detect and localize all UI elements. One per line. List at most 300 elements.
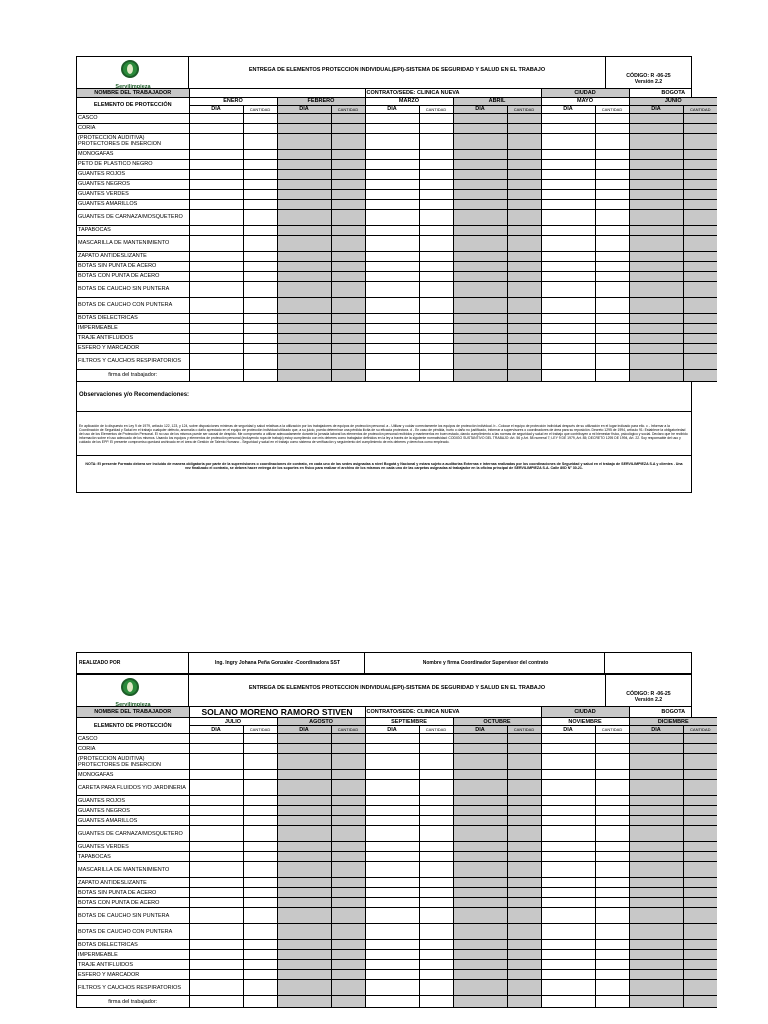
entry-cell[interactable] [507, 225, 541, 235]
entry-cell[interactable] [453, 235, 507, 251]
entry-cell[interactable] [277, 980, 331, 996]
entry-cell[interactable] [629, 878, 683, 888]
entry-cell[interactable] [365, 878, 419, 888]
entry-cell[interactable] [683, 862, 717, 878]
entry-cell[interactable] [189, 950, 243, 960]
entry-cell[interactable] [683, 950, 717, 960]
entry-cell[interactable] [595, 950, 629, 960]
entry-cell[interactable] [365, 796, 419, 806]
entry-cell[interactable] [331, 744, 365, 754]
entry-cell[interactable] [419, 313, 453, 323]
entry-cell[interactable] [595, 179, 629, 189]
entry-cell[interactable] [541, 878, 595, 888]
entry-cell[interactable] [595, 333, 629, 343]
entry-cell[interactable] [243, 209, 277, 225]
entry-cell[interactable] [507, 281, 541, 297]
entry-cell[interactable] [595, 113, 629, 123]
signature-cell[interactable] [189, 996, 243, 1008]
entry-cell[interactable] [541, 862, 595, 878]
entry-cell[interactable] [277, 333, 331, 343]
entry-cell[interactable] [595, 806, 629, 816]
entry-cell[interactable] [331, 970, 365, 980]
entry-cell[interactable] [277, 123, 331, 133]
entry-cell[interactable] [277, 770, 331, 780]
entry-cell[interactable] [595, 313, 629, 323]
entry-cell[interactable] [507, 271, 541, 281]
entry-cell[interactable] [507, 261, 541, 271]
entry-cell[interactable] [683, 313, 717, 323]
entry-cell[interactable] [507, 754, 541, 770]
entry-cell[interactable] [243, 353, 277, 369]
entry-cell[interactable] [331, 297, 365, 313]
entry-cell[interactable] [189, 179, 243, 189]
entry-cell[interactable] [419, 261, 453, 271]
entry-cell[interactable] [507, 313, 541, 323]
entry-cell[interactable] [629, 770, 683, 780]
entry-cell[interactable] [541, 159, 595, 169]
entry-cell[interactable] [419, 780, 453, 796]
signature-cell[interactable] [365, 996, 419, 1008]
entry-cell[interactable] [595, 297, 629, 313]
entry-cell[interactable] [189, 333, 243, 343]
entry-cell[interactable] [595, 780, 629, 796]
entry-cell[interactable] [507, 297, 541, 313]
entry-cell[interactable] [541, 980, 595, 996]
entry-cell[interactable] [189, 251, 243, 261]
signature-cell[interactable] [541, 369, 595, 381]
entry-cell[interactable] [419, 333, 453, 343]
entry-cell[interactable] [243, 878, 277, 888]
entry-cell[interactable] [453, 744, 507, 754]
entry-cell[interactable] [629, 734, 683, 744]
entry-cell[interactable] [365, 806, 419, 816]
entry-cell[interactable] [365, 271, 419, 281]
entry-cell[interactable] [595, 940, 629, 950]
entry-cell[interactable] [189, 323, 243, 333]
entry-cell[interactable] [453, 281, 507, 297]
entry-cell[interactable] [629, 353, 683, 369]
entry-cell[interactable] [683, 209, 717, 225]
entry-cell[interactable] [683, 960, 717, 970]
entry-cell[interactable] [365, 343, 419, 353]
entry-cell[interactable] [541, 123, 595, 133]
entry-cell[interactable] [595, 862, 629, 878]
entry-cell[interactable] [419, 806, 453, 816]
entry-cell[interactable] [189, 225, 243, 235]
entry-cell[interactable] [683, 199, 717, 209]
entry-cell[interactable] [683, 123, 717, 133]
entry-cell[interactable] [365, 950, 419, 960]
entry-cell[interactable] [453, 343, 507, 353]
entry-cell[interactable] [541, 179, 595, 189]
entry-cell[interactable] [189, 970, 243, 980]
entry-cell[interactable] [595, 744, 629, 754]
entry-cell[interactable] [507, 123, 541, 133]
entry-cell[interactable] [331, 980, 365, 996]
observations-area[interactable] [77, 382, 691, 412]
entry-cell[interactable] [331, 816, 365, 826]
entry-cell[interactable] [629, 199, 683, 209]
entry-cell[interactable] [243, 189, 277, 199]
entry-cell[interactable] [595, 169, 629, 179]
entry-cell[interactable] [331, 960, 365, 970]
entry-cell[interactable] [189, 343, 243, 353]
entry-cell[interactable] [243, 734, 277, 744]
entry-cell[interactable] [331, 123, 365, 133]
entry-cell[interactable] [331, 940, 365, 950]
entry-cell[interactable] [331, 271, 365, 281]
entry-cell[interactable] [595, 960, 629, 970]
entry-cell[interactable] [541, 816, 595, 826]
entry-cell[interactable] [541, 113, 595, 123]
entry-cell[interactable] [595, 225, 629, 235]
entry-cell[interactable] [629, 842, 683, 852]
entry-cell[interactable] [419, 796, 453, 806]
signature-cell[interactable] [189, 369, 243, 381]
entry-cell[interactable] [595, 133, 629, 149]
entry-cell[interactable] [419, 343, 453, 353]
entry-cell[interactable] [507, 323, 541, 333]
entry-cell[interactable] [365, 235, 419, 251]
entry-cell[interactable] [419, 744, 453, 754]
entry-cell[interactable] [277, 970, 331, 980]
entry-cell[interactable] [331, 754, 365, 770]
entry-cell[interactable] [453, 924, 507, 940]
entry-cell[interactable] [277, 353, 331, 369]
entry-cell[interactable] [331, 225, 365, 235]
entry-cell[interactable] [277, 862, 331, 878]
entry-cell[interactable] [683, 878, 717, 888]
entry-cell[interactable] [595, 770, 629, 780]
entry-cell[interactable] [419, 199, 453, 209]
entry-cell[interactable] [683, 169, 717, 179]
entry-cell[interactable] [365, 199, 419, 209]
signature-cell[interactable] [507, 369, 541, 381]
entry-cell[interactable] [629, 888, 683, 898]
entry-cell[interactable] [629, 149, 683, 159]
entry-cell[interactable] [277, 924, 331, 940]
entry-cell[interactable] [365, 353, 419, 369]
entry-cell[interactable] [507, 179, 541, 189]
entry-cell[interactable] [243, 744, 277, 754]
entry-cell[interactable] [683, 235, 717, 251]
entry-cell[interactable] [595, 353, 629, 369]
entry-cell[interactable] [683, 898, 717, 908]
entry-cell[interactable] [243, 113, 277, 123]
entry-cell[interactable] [419, 888, 453, 898]
entry-cell[interactable] [683, 754, 717, 770]
entry-cell[interactable] [189, 826, 243, 842]
entry-cell[interactable] [189, 149, 243, 159]
entry-cell[interactable] [243, 281, 277, 297]
entry-cell[interactable] [453, 169, 507, 179]
entry-cell[interactable] [331, 826, 365, 842]
entry-cell[interactable] [277, 189, 331, 199]
entry-cell[interactable] [419, 225, 453, 235]
entry-cell[interactable] [277, 323, 331, 333]
entry-cell[interactable] [331, 842, 365, 852]
entry-cell[interactable] [541, 333, 595, 343]
entry-cell[interactable] [507, 806, 541, 816]
entry-cell[interactable] [331, 179, 365, 189]
entry-cell[interactable] [277, 806, 331, 816]
entry-cell[interactable] [243, 862, 277, 878]
entry-cell[interactable] [419, 862, 453, 878]
entry-cell[interactable] [595, 261, 629, 271]
entry-cell[interactable] [243, 816, 277, 826]
entry-cell[interactable] [365, 816, 419, 826]
entry-cell[interactable] [683, 133, 717, 149]
entry-cell[interactable] [507, 862, 541, 878]
entry-cell[interactable] [541, 960, 595, 970]
entry-cell[interactable] [541, 970, 595, 980]
entry-cell[interactable] [453, 271, 507, 281]
entry-cell[interactable] [331, 113, 365, 123]
entry-cell[interactable] [189, 169, 243, 179]
entry-cell[interactable] [683, 908, 717, 924]
entry-cell[interactable] [331, 862, 365, 878]
entry-cell[interactable] [419, 852, 453, 862]
entry-cell[interactable] [507, 908, 541, 924]
entry-cell[interactable] [683, 333, 717, 343]
entry-cell[interactable] [277, 209, 331, 225]
entry-cell[interactable] [365, 842, 419, 852]
entry-cell[interactable] [243, 806, 277, 816]
entry-cell[interactable] [189, 960, 243, 970]
entry-cell[interactable] [595, 796, 629, 806]
entry-cell[interactable] [507, 189, 541, 199]
entry-cell[interactable] [189, 754, 243, 770]
entry-cell[interactable] [453, 159, 507, 169]
entry-cell[interactable] [419, 149, 453, 159]
entry-cell[interactable] [189, 734, 243, 744]
entry-cell[interactable] [243, 333, 277, 343]
entry-cell[interactable] [507, 852, 541, 862]
entry-cell[interactable] [507, 209, 541, 225]
entry-cell[interactable] [453, 251, 507, 261]
entry-cell[interactable] [541, 133, 595, 149]
entry-cell[interactable] [629, 133, 683, 149]
entry-cell[interactable] [243, 898, 277, 908]
entry-cell[interactable] [453, 333, 507, 343]
entry-cell[interactable] [629, 806, 683, 816]
entry-cell[interactable] [541, 261, 595, 271]
entry-cell[interactable] [331, 159, 365, 169]
entry-cell[interactable] [507, 169, 541, 179]
entry-cell[interactable] [541, 940, 595, 950]
entry-cell[interactable] [277, 734, 331, 744]
entry-cell[interactable] [189, 878, 243, 888]
entry-cell[interactable] [629, 123, 683, 133]
entry-cell[interactable] [331, 796, 365, 806]
entry-cell[interactable] [331, 333, 365, 343]
entry-cell[interactable] [277, 199, 331, 209]
entry-cell[interactable] [683, 297, 717, 313]
entry-cell[interactable] [365, 970, 419, 980]
entry-cell[interactable] [507, 796, 541, 806]
entry-cell[interactable] [331, 908, 365, 924]
entry-cell[interactable] [189, 852, 243, 862]
entry-cell[interactable] [453, 133, 507, 149]
entry-cell[interactable] [331, 209, 365, 225]
entry-cell[interactable] [595, 189, 629, 199]
entry-cell[interactable] [419, 133, 453, 149]
entry-cell[interactable] [277, 179, 331, 189]
entry-cell[interactable] [365, 169, 419, 179]
entry-cell[interactable] [243, 770, 277, 780]
entry-cell[interactable] [453, 960, 507, 970]
entry-cell[interactable] [365, 123, 419, 133]
entry-cell[interactable] [595, 271, 629, 281]
entry-cell[interactable] [683, 780, 717, 796]
entry-cell[interactable] [541, 806, 595, 816]
entry-cell[interactable] [365, 149, 419, 159]
entry-cell[interactable] [683, 924, 717, 940]
entry-cell[interactable] [277, 950, 331, 960]
entry-cell[interactable] [683, 734, 717, 744]
entry-cell[interactable] [277, 313, 331, 323]
entry-cell[interactable] [507, 343, 541, 353]
entry-cell[interactable] [595, 323, 629, 333]
entry-cell[interactable] [453, 770, 507, 780]
entry-cell[interactable] [189, 806, 243, 816]
entry-cell[interactable] [243, 924, 277, 940]
entry-cell[interactable] [683, 970, 717, 980]
entry-cell[interactable] [419, 960, 453, 970]
signature-cell[interactable] [277, 996, 331, 1008]
entry-cell[interactable] [243, 225, 277, 235]
entry-cell[interactable] [331, 950, 365, 960]
entry-cell[interactable] [595, 908, 629, 924]
entry-cell[interactable] [683, 980, 717, 996]
entry-cell[interactable] [365, 333, 419, 343]
entry-cell[interactable] [277, 796, 331, 806]
entry-cell[interactable] [365, 852, 419, 862]
entry-cell[interactable] [243, 149, 277, 159]
entry-cell[interactable] [365, 323, 419, 333]
entry-cell[interactable] [365, 980, 419, 996]
entry-cell[interactable] [243, 950, 277, 960]
entry-cell[interactable] [277, 826, 331, 842]
entry-cell[interactable] [541, 297, 595, 313]
entry-cell[interactable] [365, 888, 419, 898]
entry-cell[interactable] [243, 235, 277, 251]
entry-cell[interactable] [507, 744, 541, 754]
entry-cell[interactable] [419, 816, 453, 826]
entry-cell[interactable] [277, 940, 331, 950]
entry-cell[interactable] [243, 780, 277, 796]
entry-cell[interactable] [541, 852, 595, 862]
entry-cell[interactable] [277, 908, 331, 924]
entry-cell[interactable] [419, 908, 453, 924]
entry-cell[interactable] [331, 734, 365, 744]
entry-cell[interactable] [541, 908, 595, 924]
entry-cell[interactable] [189, 744, 243, 754]
entry-cell[interactable] [331, 770, 365, 780]
entry-cell[interactable] [629, 209, 683, 225]
entry-cell[interactable] [419, 353, 453, 369]
entry-cell[interactable] [189, 123, 243, 133]
entry-cell[interactable] [453, 940, 507, 950]
entry-cell[interactable] [419, 898, 453, 908]
entry-cell[interactable] [595, 251, 629, 261]
entry-cell[interactable] [541, 235, 595, 251]
entry-cell[interactable] [365, 924, 419, 940]
entry-cell[interactable] [243, 852, 277, 862]
entry-cell[interactable] [595, 852, 629, 862]
entry-cell[interactable] [683, 225, 717, 235]
entry-cell[interactable] [189, 898, 243, 908]
entry-cell[interactable] [507, 333, 541, 343]
entry-cell[interactable] [507, 950, 541, 960]
entry-cell[interactable] [629, 924, 683, 940]
entry-cell[interactable] [189, 842, 243, 852]
entry-cell[interactable] [365, 754, 419, 770]
entry-cell[interactable] [683, 770, 717, 780]
entry-cell[interactable] [365, 770, 419, 780]
entry-cell[interactable] [331, 281, 365, 297]
entry-cell[interactable] [419, 189, 453, 199]
entry-cell[interactable] [541, 898, 595, 908]
entry-cell[interactable] [595, 878, 629, 888]
signature-cell[interactable] [277, 369, 331, 381]
entry-cell[interactable] [277, 816, 331, 826]
entry-cell[interactable] [683, 159, 717, 169]
entry-cell[interactable] [683, 271, 717, 281]
entry-cell[interactable] [419, 251, 453, 261]
entry-cell[interactable] [365, 313, 419, 323]
entry-cell[interactable] [595, 888, 629, 898]
entry-cell[interactable] [331, 898, 365, 908]
entry-cell[interactable] [453, 754, 507, 770]
entry-cell[interactable] [507, 842, 541, 852]
entry-cell[interactable] [331, 780, 365, 796]
entry-cell[interactable] [541, 754, 595, 770]
entry-cell[interactable] [629, 313, 683, 323]
entry-cell[interactable] [243, 169, 277, 179]
entry-cell[interactable] [243, 796, 277, 806]
entry-cell[interactable] [453, 261, 507, 271]
entry-cell[interactable] [541, 842, 595, 852]
entry-cell[interactable] [365, 225, 419, 235]
entry-cell[interactable] [683, 261, 717, 271]
entry-cell[interactable] [277, 297, 331, 313]
entry-cell[interactable] [453, 209, 507, 225]
entry-cell[interactable] [331, 189, 365, 199]
entry-cell[interactable] [365, 261, 419, 271]
entry-cell[interactable] [331, 313, 365, 323]
entry-cell[interactable] [365, 179, 419, 189]
entry-cell[interactable] [419, 323, 453, 333]
entry-cell[interactable] [331, 149, 365, 159]
entry-cell[interactable] [541, 251, 595, 261]
entry-cell[interactable] [277, 744, 331, 754]
entry-cell[interactable] [595, 826, 629, 842]
entry-cell[interactable] [541, 744, 595, 754]
entry-cell[interactable] [277, 842, 331, 852]
entry-cell[interactable] [541, 734, 595, 744]
signature-cell[interactable] [331, 369, 365, 381]
entry-cell[interactable] [243, 297, 277, 313]
entry-cell[interactable] [365, 209, 419, 225]
entry-cell[interactable] [541, 225, 595, 235]
entry-cell[interactable] [629, 980, 683, 996]
entry-cell[interactable] [683, 281, 717, 297]
entry-cell[interactable] [419, 826, 453, 842]
entry-cell[interactable] [189, 940, 243, 950]
entry-cell[interactable] [629, 113, 683, 123]
entry-cell[interactable] [419, 970, 453, 980]
